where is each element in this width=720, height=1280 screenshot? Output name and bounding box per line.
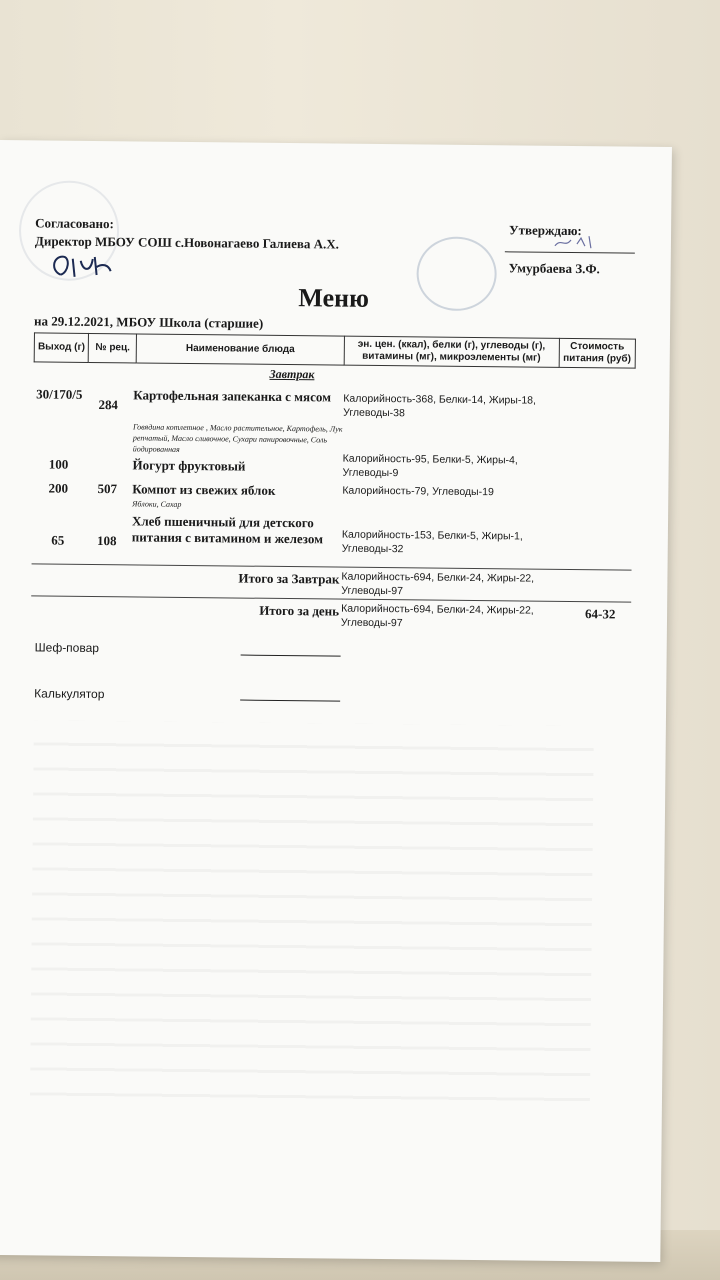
agreed-person: Директор МБОУ СОШ с.Новонагаево Галиева А.Х. [34, 233, 340, 252]
day-total-cost: 64-32 [584, 606, 616, 622]
chef-label: Шеф-повар [34, 640, 100, 656]
breakfast-total-value: Калорийность-694, Белки-24, Жиры-22, Углеводы-97 [341, 570, 535, 598]
row4-nutrition: Калорийность-153, Белки-5, Жиры-1, Углеводы-32 [341, 528, 523, 556]
row3-dish: Компот из свежих яблок [132, 481, 276, 498]
row3-recipe: 507 [97, 481, 118, 497]
row3-yield: 200 [48, 480, 69, 496]
row1-recipe: 284 [98, 397, 119, 413]
row1-yield: 30/170/5 [36, 386, 83, 402]
page-subtitle: на 29.12.2021, МБОУ Школа (старшие) [34, 313, 264, 331]
approve-line [505, 251, 635, 253]
row1-ingredients: Говядина котлетное , Масло растительное, Картофель, Лук репчатый, Масло сливочное, Сухари панировочные, Соль йодированная [132, 422, 343, 454]
row3-ingredients: Яблоки, Сахар [132, 499, 182, 509]
calculator-signature-line [240, 700, 340, 702]
menu-document [0, 140, 672, 1262]
agreed-label: Согласовано: [35, 215, 114, 232]
bleed-through-text [30, 720, 594, 1106]
col-dish: Наименование блюда [137, 334, 344, 365]
official-stamp [416, 236, 497, 311]
row3-nutrition: Калорийность-79, Углеводы-19 [342, 484, 494, 499]
row4-yield: 65 [51, 532, 65, 548]
menu-table-header [34, 332, 636, 368]
row1-dish: Картофельная запеканка с мясом [133, 387, 332, 405]
day-total-label: Итого за день [259, 602, 340, 619]
col-recipe: № рец. [89, 333, 137, 363]
section-breakfast: Завтрак [269, 366, 315, 382]
chef-signature-line [241, 655, 341, 657]
row2-nutrition: Калорийность-95, Белки-5, Жиры-4, Углеводы-9 [342, 452, 518, 480]
day-total-value: Калорийность-694, Белки-24, Жиры-22, Углеводы-97 [340, 602, 534, 630]
approve-label: Утверждаю: [509, 222, 582, 239]
approver-signature [551, 232, 601, 253]
col-yield: Выход (г) [34, 333, 89, 363]
row2-yield: 100 [48, 456, 69, 472]
approve-person: Умурбаева З.Ф. [508, 260, 600, 277]
col-cost: Стоимость питания (руб) [559, 338, 636, 368]
row4-dish: Хлеб пшеничный для детского питания с витамином и железом [131, 513, 324, 547]
row4-recipe: 108 [96, 533, 117, 549]
breakfast-total-label: Итого за Завтрак [238, 570, 340, 587]
row2-dish: Йогурт фруктовый [132, 457, 246, 474]
director-signature [46, 250, 116, 285]
calculator-label: Калькулятор [34, 686, 105, 702]
row1-nutrition: Калорийность-368, Белки-14, Жиры-18, Углеводы-38 [343, 392, 537, 420]
col-nutrition: эн. цен. (ккал), белки (г), углеводы (г), витамины (мг), микроэлементы (мг) [344, 336, 559, 367]
breakfast-divider [32, 563, 632, 570]
page-title: Меню [298, 283, 370, 313]
